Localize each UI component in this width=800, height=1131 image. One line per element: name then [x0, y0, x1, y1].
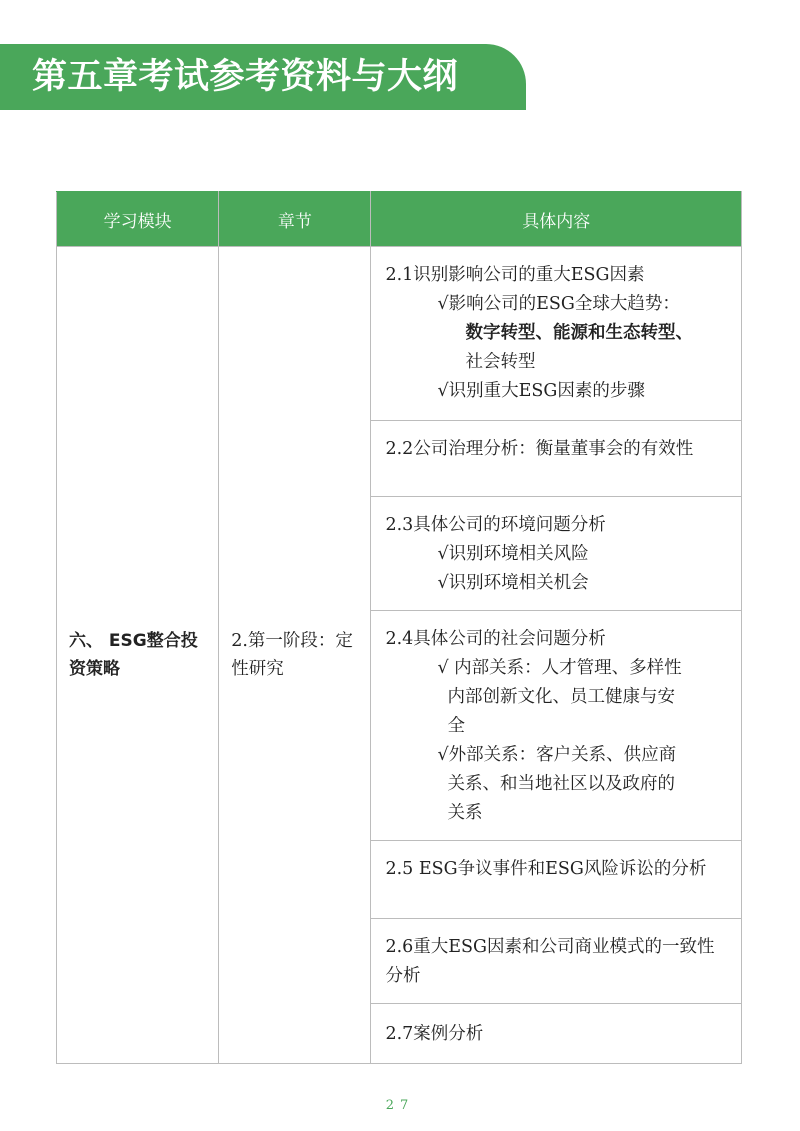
syllabus-table	[56, 191, 742, 1064]
content-heading: 2.7案例分析	[385, 1024, 484, 1044]
header-content: 具体内容	[371, 192, 742, 247]
content-heading: 2.2公司治理分析：衡量董事会的有效性	[385, 439, 694, 459]
content-heading: 2.5 ESG争议事件和ESG风险诉讼的分析	[385, 859, 707, 879]
content-heading: 2.3具体公司的环境问题分析	[385, 515, 606, 535]
chapter-cell	[219, 247, 371, 1064]
content-cell	[371, 919, 742, 1004]
content-line: 关系、和当地社区以及政府的	[447, 774, 675, 794]
content-line: √影响公司的ESG全球大趋势：	[437, 294, 680, 314]
chapter-title-banner	[0, 44, 526, 110]
table-row	[57, 247, 742, 421]
content-cell	[371, 841, 742, 919]
content-line: 内部创新文化、员工健康与安	[447, 687, 675, 707]
page-number: 27	[385, 1098, 415, 1113]
content-line: √识别环境相关机会	[437, 573, 589, 593]
content-line: √识别环境相关风险	[437, 544, 589, 564]
content-heading: 2.4具体公司的社会问题分析	[385, 629, 606, 649]
header-module: 学习模块	[57, 192, 219, 247]
header-chapter: 章节	[219, 192, 371, 247]
content-cell	[371, 421, 742, 497]
content-line-highlight: 数字转型、能源和生态转型、	[465, 323, 693, 343]
content-cell	[371, 247, 742, 421]
table-header-row	[57, 192, 742, 247]
content-cell	[371, 497, 742, 611]
content-heading: 2.6重大ESG因素和公司商业模式的一致性分析	[385, 937, 715, 986]
content-cell	[371, 1004, 742, 1064]
content-line: 社会转型	[465, 352, 536, 372]
module-cell	[57, 247, 219, 1064]
content-line: √ 内部关系：人才管理、多样性	[437, 658, 682, 678]
content-line: √外部关系：客户关系、供应商	[437, 745, 677, 765]
module-name: 六、 ESG整合投资策略	[69, 631, 198, 679]
chapter-name: 2.第一阶段：定性研究	[231, 631, 353, 679]
content-line: 全	[447, 716, 465, 736]
content-cell	[371, 611, 742, 841]
content-line: 关系	[447, 803, 483, 823]
content-line: √识别重大ESG因素的步骤	[437, 381, 645, 401]
content-heading: 2.1识别影响公司的重大ESG因素	[385, 265, 645, 285]
page-title: 第五章考试参考资料与大纲	[32, 57, 459, 97]
